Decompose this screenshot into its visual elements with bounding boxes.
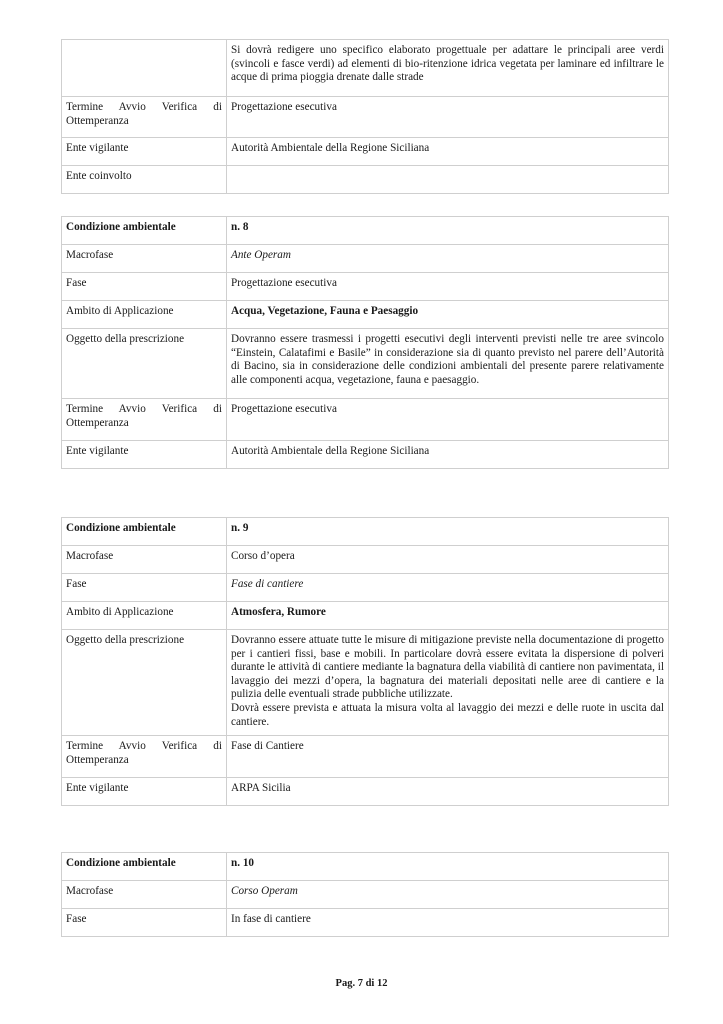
table-condizione-10 [61,852,669,937]
table-row [62,399,669,441]
table-row [62,245,669,273]
row-label: Macrofase [62,546,227,574]
row-value [227,166,669,194]
table-row [62,881,669,909]
row-label: Ambito di Applicazione [62,602,227,630]
row-label: Macrofase [62,245,227,273]
table-row [62,518,669,546]
row-value: Si dovrà redigere uno specifico elaborato progettuale per adattare le principali aree verdi (svincoli e fasce verdi) ad elementi di bio-ritenzione idrica vegetata per laminare ed infiltrare le acque di prima pioggia drenate dalle strade [227,40,669,97]
table-row [62,546,669,574]
table-row [62,40,669,97]
header-value: n. 10 [227,853,669,881]
row-label: Ente coinvolto [62,166,227,194]
row-label: Ente vigilante [62,138,227,166]
row-label: Termine Avvio Verifica di Ottemperanza [62,736,227,778]
row-value: Fase di cantiere [227,574,669,602]
table-row [62,909,669,937]
row-value: Acqua, Vegetazione, Fauna e Paesaggio [227,301,669,329]
row-label: Termine Avvio Verifica di Ottemperanza [62,97,227,138]
row-label: Oggetto della prescrizione [62,630,227,736]
row-label: Macrofase [62,881,227,909]
table-row [62,166,669,194]
table-row [62,97,669,138]
table-row [62,853,669,881]
row-value: Atmosfera, Rumore [227,602,669,630]
row-value: Dovranno essere trasmessi i progetti esecutivi degli interventi previsti nelle tre aree svincolo “Einstein, Calatafimi e Basile” in considerazione sia di quanto previsto nel parere dell’Autorità di Bacino, sia in considerazione delle condizioni ambientali del presente parere relativamente alle componenti acqua, vegetazione, fauna e paesaggio. [227,329,669,399]
row-value: Corso d’opera [227,546,669,574]
table-row [62,441,669,469]
row-value: Autorità Ambientale della Regione Siciliana [227,441,669,469]
table-condizione-8 [61,216,669,469]
row-label: Oggetto della prescrizione [62,329,227,399]
row-label: Termine Avvio Verifica di Ottemperanza [62,399,227,441]
header-label: Condizione ambientale [62,518,227,546]
header-label: Condizione ambientale [62,217,227,245]
table-row [62,574,669,602]
row-value: In fase di cantiere [227,909,669,937]
row-label [62,40,227,97]
table-row [62,602,669,630]
row-label: Fase [62,273,227,301]
row-value: Ante Operam [227,245,669,273]
table-row [62,329,669,399]
table-row [62,301,669,329]
paragraph: Dovranno essere attuate tutte le misure di mitigazione previste nella documentazione di progetto per i cantieri fissi, base e mobili. In particolare dovrà essere evitata la dispersione di polveri durante le attività di cantiere mediante la bagnatura della viabilità di cantiere non pavimentata, il lavaggio dei mezzi d’opera, la bagnatura dei materiali depositati nelle aree di cantiere e la pulizia delle eventuali strade pubbliche utilizzate. [231,634,664,701]
row-label: Fase [62,574,227,602]
row-label: Fase [62,909,227,937]
table-row [62,736,669,778]
table-row [62,273,669,301]
row-value: Progettazione esecutiva [227,399,669,441]
row-label: Ente vigilante [62,441,227,469]
header-value: n. 8 [227,217,669,245]
header-value: n. 9 [227,518,669,546]
table-condizione-9 [61,517,669,806]
table-row [62,778,669,806]
table-continuation [61,39,669,194]
row-value: Autorità Ambientale della Regione Siciliana [227,138,669,166]
row-value: Corso Operam [227,881,669,909]
row-value: Progettazione esecutiva [227,97,669,138]
row-value [227,630,669,736]
row-label: Ente vigilante [62,778,227,806]
table-row [62,630,669,736]
table-row [62,138,669,166]
table-row [62,217,669,245]
row-value: ARPA Sicilia [227,778,669,806]
row-value: Progettazione esecutiva [227,273,669,301]
paragraph: Dovrà essere prevista e attuata la misura volta al lavaggio dei mezzi e delle ruote in uscita dal cantiere. [231,701,664,728]
row-label: Ambito di Applicazione [62,301,227,329]
row-value: Fase di Cantiere [227,736,669,778]
page-number: Pag. 7 di 12 [335,978,388,989]
header-label: Condizione ambientale [62,853,227,881]
